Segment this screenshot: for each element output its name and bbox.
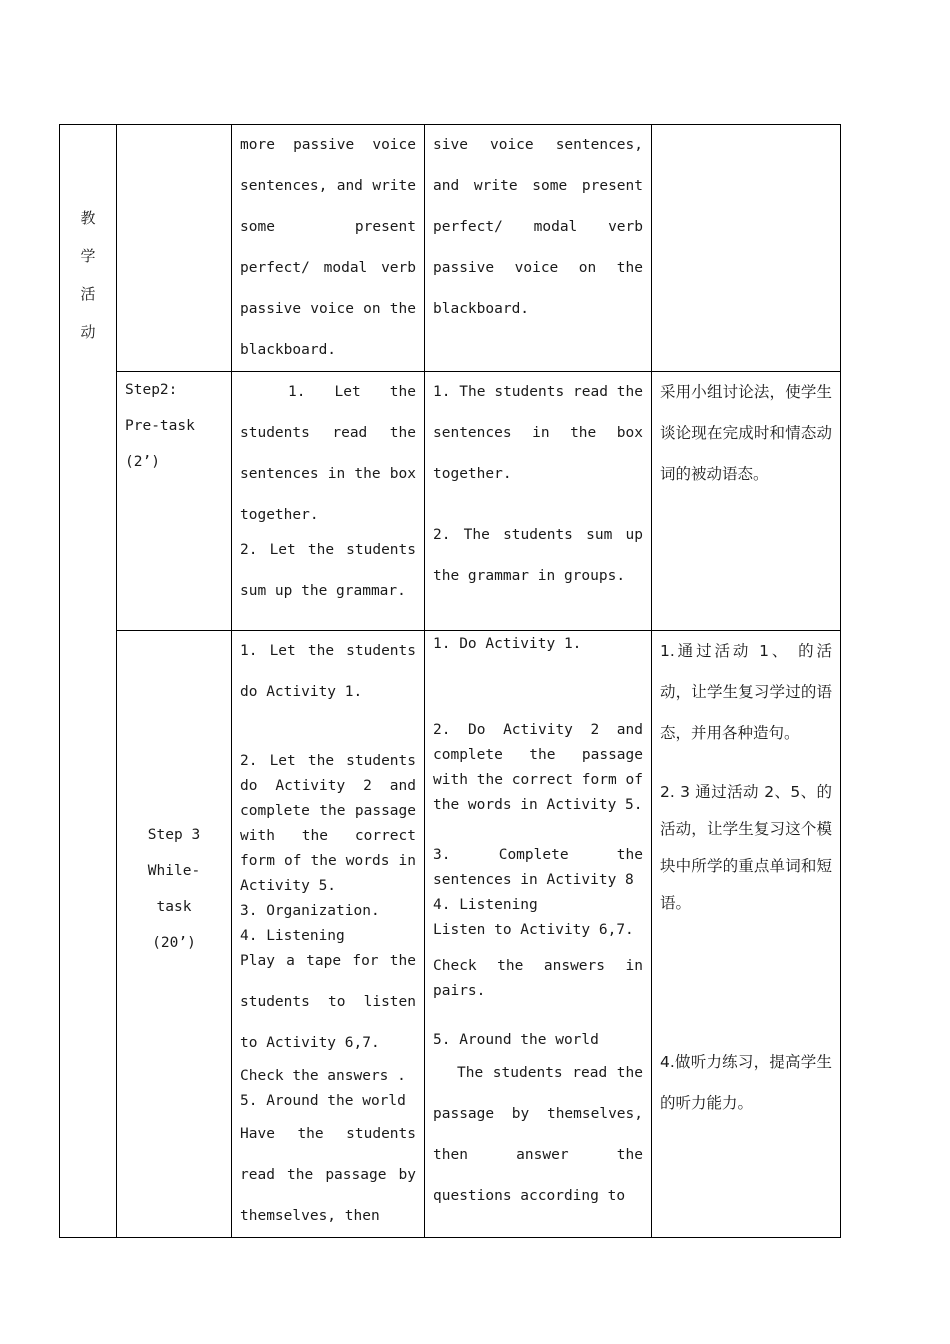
student-activity-text: sive voice sentences, and write some present perfect/ modal verb passive voice on the blackboard. xyxy=(433,137,643,317)
teacher-activity-text: 2. Let the students sum up the grammar. xyxy=(240,542,416,599)
purpose-cell xyxy=(652,631,841,1238)
student-activity-cell xyxy=(425,372,652,631)
teacher-activity-text: 2. Let the students do Activity 2 and complete the passage with the correct form of the words in Activity 5. xyxy=(240,753,416,894)
lesson-plan-table xyxy=(59,124,841,1238)
student-activity-text: Check the answers in pairs. xyxy=(433,958,643,999)
teacher-activity-text: 5. Around the world xyxy=(240,1093,406,1109)
step-title: Step2: xyxy=(125,382,178,398)
teacher-activity-cell xyxy=(232,631,425,1238)
student-activity-text: 4. Listening xyxy=(433,897,538,913)
purpose-text: 2. 3 通过活动 2、5、的活动，让学生复习这个模块中所学的重点单词和短语。 xyxy=(660,783,832,912)
step-cell xyxy=(117,631,232,1238)
teacher-activity-text: 1. Let the students do Activity 1. xyxy=(240,643,416,700)
student-activity-cell xyxy=(425,125,652,372)
student-activity-text: 1. Do Activity 1. xyxy=(433,636,582,652)
table-row xyxy=(60,372,841,631)
student-activity-text: 3. Complete the sentences in Activity 8 xyxy=(433,847,643,888)
teacher-activity-text: 3. Organization. xyxy=(240,903,380,919)
section-label-char: 学 xyxy=(80,247,96,265)
student-activity-cell xyxy=(425,631,652,1238)
step-cell xyxy=(117,125,232,372)
table-row xyxy=(60,631,841,1238)
purpose-text: 4.做听力练习，提高学生的听力能力。 xyxy=(660,1053,832,1112)
step-time: (20’) xyxy=(152,935,196,951)
step-name: task xyxy=(156,899,192,915)
teacher-activity-text: 4. Listening xyxy=(240,928,345,944)
student-activity-text: The students read the passage by themselves, then answer the questions according to xyxy=(433,1065,643,1204)
teacher-activity-cell xyxy=(232,372,425,631)
section-label-char: 教 xyxy=(80,209,96,227)
section-label-cell xyxy=(60,125,117,1238)
student-activity-text: Listen to Activity 6,7. xyxy=(433,922,634,938)
step-time: (2’) xyxy=(125,454,160,470)
purpose-cell xyxy=(652,125,841,372)
step-cell xyxy=(117,372,232,631)
purpose-text: 1.通过活动 1、 的活动，让学生复习学过的语态，并用各种造句。 xyxy=(660,642,832,742)
student-activity-text: 1. The students read the sentences in the box together. xyxy=(433,384,643,482)
student-activity-text: 2. Do Activity 2 and complete the passage with the correct form of the words in Activity 5. xyxy=(433,722,643,813)
step-name: Pre-task xyxy=(125,418,195,434)
teacher-activity-text: 1. Let the students read the sentences in the box together. xyxy=(240,384,416,523)
teacher-activity-text: Have the students read the passage by themselves, then xyxy=(240,1126,416,1224)
table-row xyxy=(60,125,841,372)
purpose-cell xyxy=(652,372,841,631)
teacher-activity-text: Play a tape for the students to listen to Activity 6,7. xyxy=(240,953,416,1051)
section-label-char: 动 xyxy=(80,323,96,341)
section-label-char: 活 xyxy=(80,285,96,303)
teacher-activity-cell xyxy=(232,125,425,372)
student-activity-text: 5. Around the world xyxy=(433,1032,599,1048)
teacher-activity-text: more passive voice sentences, and write some present perfect/ modal verb passive voice on the blackboard. xyxy=(240,137,416,358)
student-activity-text: 2. The students sum up the grammar in groups. xyxy=(433,527,643,584)
purpose-text: 采用小组讨论法，使学生谈论现在完成时和情态动词的被动语态。 xyxy=(660,383,832,483)
teacher-activity-text: Check the answers . xyxy=(240,1068,406,1084)
step-title: Step 3 xyxy=(147,827,201,843)
step-name: While- xyxy=(147,863,201,879)
